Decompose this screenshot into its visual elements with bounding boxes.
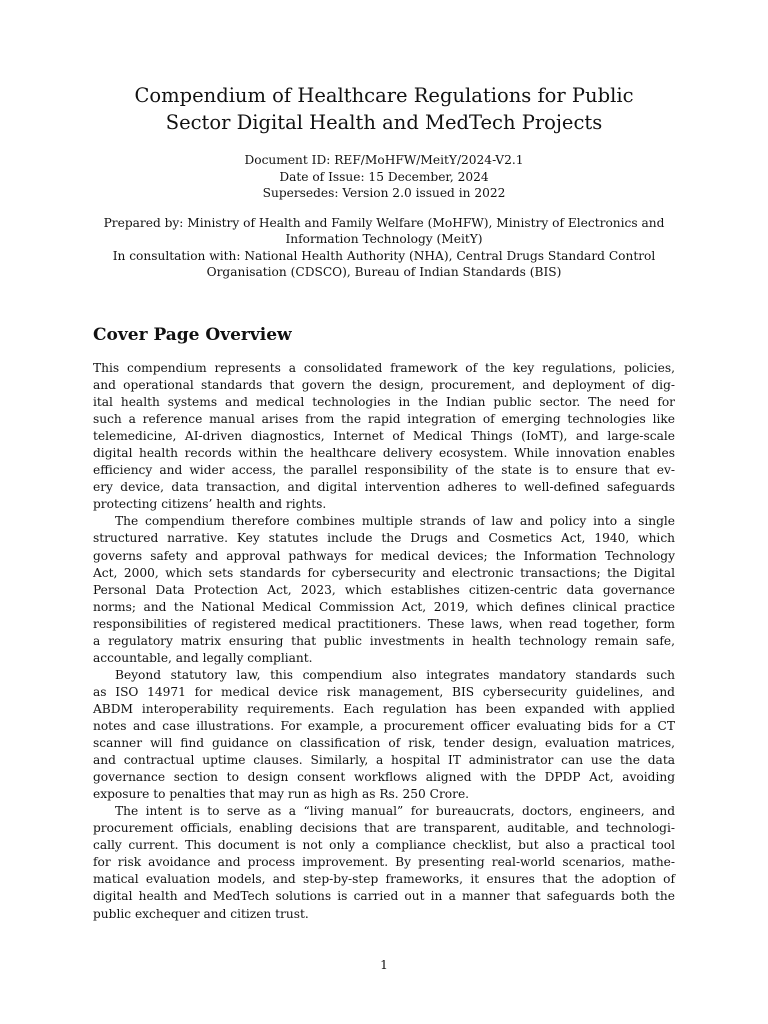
title-line: Sector Digital Health and MedTech Projects xyxy=(165,111,603,134)
text-line: governance section to design consent workflows aligned with the DPDP Act, avoiding xyxy=(93,770,675,785)
consultation-line: In consultation with: National Health Authority (NHA), Central Drugs Standard Control xyxy=(112,248,656,263)
section-heading: Cover Page Overview xyxy=(93,325,292,345)
text-line: a regulatory matrix ensuring that public investments in health technology remain safe, xyxy=(93,633,675,648)
text-line: The compendium therefore combines multiple strands of law and policy into a single xyxy=(115,514,675,529)
text-line: Beyond statutory law, this compendium also integrates mandatory standards such xyxy=(115,667,675,682)
date-of-issue: Date of Issue: 15 December, 2024 xyxy=(279,169,489,184)
text-line: telemedicine, AI-driven diagnostics, Internet of Medical Things (IoMT), and large-scale xyxy=(93,429,675,444)
text-line: digital health and MedTech solutions is carried out in a manner that safeguards both the xyxy=(93,889,675,904)
text-line: The intent is to serve as a “living manual” for bureaucrats, doctors, engineers, and xyxy=(115,804,675,819)
title-line: Compendium of Healthcare Regulations for Public xyxy=(134,84,634,107)
page-number: 1 xyxy=(380,958,388,972)
paragraph xyxy=(93,513,675,666)
text-line: This compendium represents a consolidated framework of the key regulations, policies, xyxy=(93,361,675,375)
text-line: exposure to penalties that may run as high as Rs. 250 Crore. xyxy=(93,787,470,802)
text-line: ABDM interoperability requirements. Each regulation has been expanded with applied xyxy=(93,701,675,716)
text-line: scanner will find guidance on classification of risk, tender design, evaluation matrices, xyxy=(93,736,675,751)
supersedes-note: Supersedes: Version 2.0 issued in 2022 xyxy=(262,186,506,201)
document-metadata xyxy=(60,152,708,202)
text-line: cally current. This document is not only a compliance checklist, but also a practical tool xyxy=(93,838,675,853)
text-line: ital health systems and medical technologies in the Indian public sector. The need for xyxy=(93,395,675,410)
text-line: matical evaluation models, and step-by-step frameworks, it ensures that the adoption of xyxy=(93,872,675,887)
consultation-line: Organisation (CDSCO), Bureau of Indian Standards (BIS) xyxy=(206,265,562,280)
text-line: Personal Data Protection Act, 2023, which establishes citizen-centric data governance xyxy=(93,582,675,597)
text-line: structured narrative. Key statutes include the Drugs and Cosmetics Act, 1940, which xyxy=(93,531,675,546)
text-line: norms; and the National Medical Commission Act, 2019, which defines clinical practice xyxy=(93,599,675,614)
authorship-block xyxy=(60,215,708,281)
prepared-by-line: Information Technology (MeitY) xyxy=(285,232,483,247)
prepared-by-line: Prepared by: Ministry of Health and Family Welfare (MoHFW), Ministry of Electronics and xyxy=(103,216,665,230)
text-line: responsibilities of registered medical practitioners. These laws, when read together, form xyxy=(93,616,675,631)
text-line: digital health records within the healthcare delivery ecosystem. While innovation enables xyxy=(93,446,675,461)
text-line: notes and case illustrations. For example, a procurement officer evaluating bids for a CT xyxy=(93,718,675,733)
text-line: and operational standards that govern the design, procurement, and deployment of dig- xyxy=(93,378,675,393)
text-line: and contractual uptime clauses. Similarly, a hospital IT administrator can use the data xyxy=(93,753,675,768)
document-title xyxy=(60,82,708,136)
text-line: efficiency and wider access, the parallel responsibility of the state is to ensure that ev- xyxy=(93,463,675,478)
text-line: Act, 2000, which sets standards for cybersecurity and electronic transactions; the Digital xyxy=(93,565,675,580)
body-text xyxy=(93,360,675,923)
text-line: public exchequer and citizen trust. xyxy=(93,906,309,921)
paragraph xyxy=(93,803,675,922)
paragraph xyxy=(93,667,675,803)
text-line: ery device, data transaction, and digital intervention adheres to well-defined safeguards xyxy=(93,480,675,495)
text-line: procurement officials, enabling decisions that are transparent, auditable, and technologi- xyxy=(93,821,675,836)
text-line: for risk avoidance and process improvement. By presenting real-world scenarios, mathe- xyxy=(93,855,675,870)
text-line: as ISO 14971 for medical device risk management, BIS cybersecurity guidelines, and xyxy=(93,684,675,699)
text-line: accountable, and legally compliant. xyxy=(93,650,313,665)
paragraph xyxy=(93,360,675,513)
text-line: governs safety and approval pathways for medical devices; the Information Technology xyxy=(93,548,675,563)
text-line: such a reference manual arises from the rapid integration of emerging technologies like xyxy=(93,412,675,427)
document-id: Document ID: REF/MoHFW/MeitY/2024-V2.1 xyxy=(244,153,524,167)
text-line: protecting citizens’ health and rights. xyxy=(93,497,327,512)
